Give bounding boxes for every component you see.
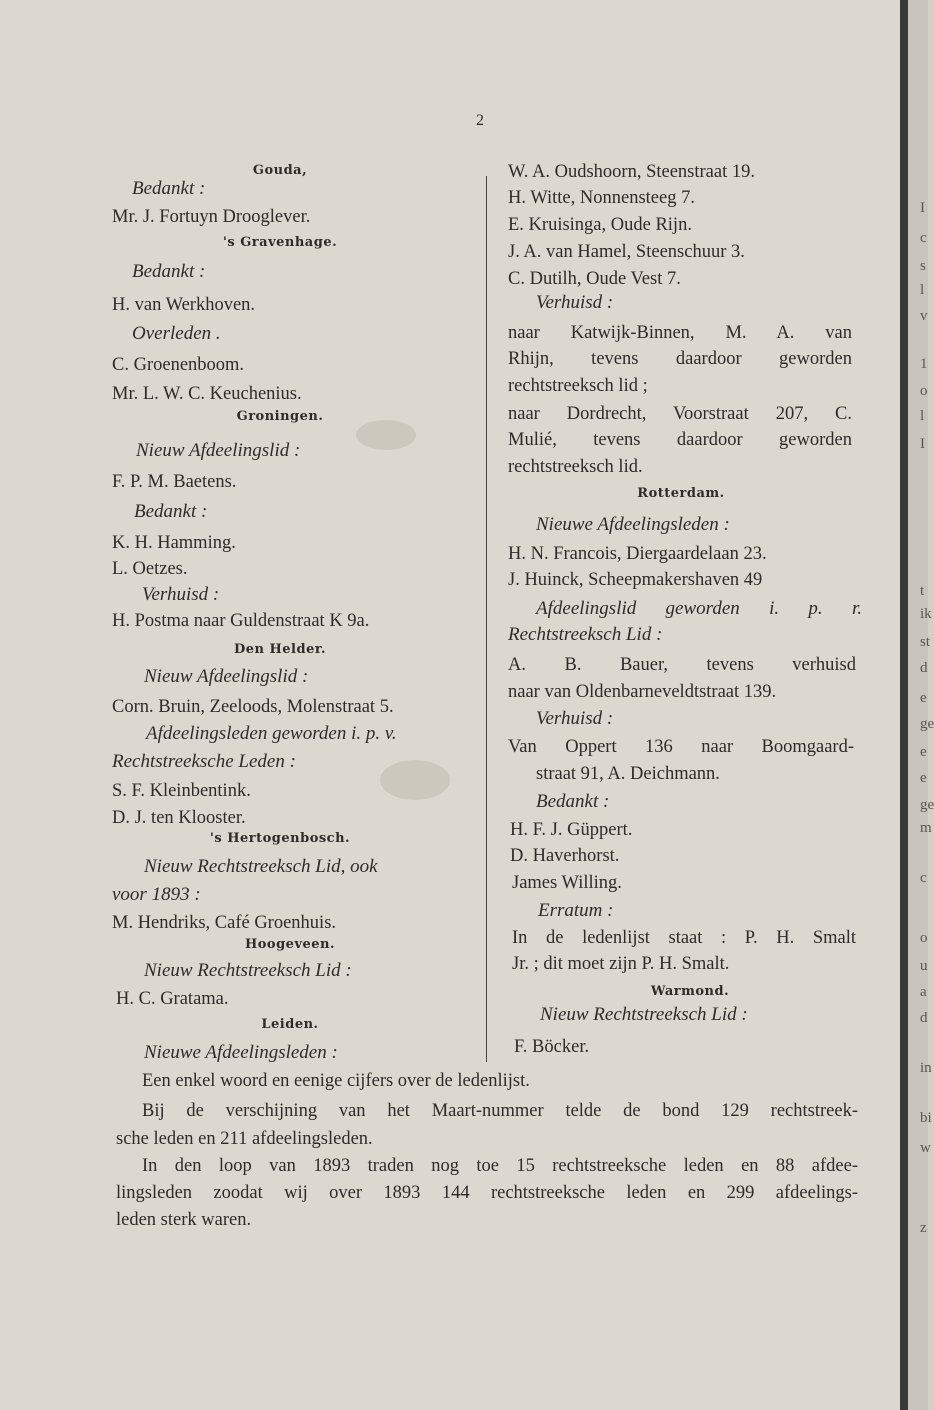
- heading-hoogeveen: Hoogeveen.: [244, 937, 336, 952]
- edge-text-fragment: in: [920, 1060, 932, 1076]
- edge-text-fragment: e: [920, 744, 927, 760]
- edge-text-fragment: st: [920, 634, 931, 650]
- list-item: S. F. Kleinbentink.: [112, 781, 251, 801]
- list-item: D. Haverhorst.: [510, 846, 620, 866]
- edge-text-fragment: t: [920, 583, 925, 599]
- edge-text-fragment: l: [920, 282, 925, 298]
- heading-gravenhage: 's Gravenhage.: [222, 235, 338, 250]
- edge-text-fragment: c: [920, 230, 927, 246]
- label-verhuisd: Verhuisd :: [536, 708, 614, 729]
- heading-hertogenbosch: 's Hertogenbosch.: [209, 831, 351, 846]
- edge-text-fragment: ik: [920, 606, 932, 622]
- list-item: F. P. M. Baetens.: [112, 472, 237, 492]
- list-item: H. Witte, Nonnensteeg 7.: [508, 188, 695, 208]
- edge-text-fragment: z: [920, 1220, 927, 1236]
- paragraph-line: Mulié, tevens daardoor geworden: [508, 430, 852, 450]
- list-item: F. Böcker.: [514, 1037, 590, 1057]
- edge-text-fragment: d: [920, 1010, 928, 1026]
- paper-stain: [380, 760, 450, 800]
- heading-groningen: Groningen.: [236, 409, 324, 424]
- paragraph-line: Van Oppert 136 naar Boomgaard-: [508, 737, 854, 757]
- label-erratum: Erratum :: [538, 900, 614, 921]
- edge-text-fragment: d: [920, 660, 928, 676]
- list-item: H. N. Francois, Diergaardelaan 23.: [508, 544, 767, 564]
- paragraph-line: naar Dordrecht, Voorstraat 207, C.: [508, 404, 852, 424]
- list-item: C. Dutilh, Oude Vest 7.: [508, 269, 681, 289]
- list-item: J. Huinck, Scheepmakershaven 49: [508, 570, 763, 590]
- label-rechtstreeksch-lid: Rechtstreeksch Lid :: [508, 624, 663, 645]
- list-item: J. A. van Hamel, Steenschuur 3.: [508, 242, 745, 262]
- edge-text-fragment: I: [920, 200, 925, 216]
- label-rechtstreeksche-leden: Rechtstreeksche Leden :: [112, 751, 296, 772]
- paragraph-line: lingsleden zoodat wij over 1893 144 rechtstreeksche leden en 299 afdeelings-: [116, 1183, 858, 1203]
- list-item: H. Postma naar Guldenstraat K 9a.: [112, 611, 370, 631]
- edge-text-fragment: u: [920, 958, 928, 974]
- book-gutter: [900, 0, 908, 1410]
- label-nieuwe-afdeelingsleden: Nieuwe Afdeelingsleden :: [536, 514, 730, 535]
- label-bedankt: Bedankt :: [132, 261, 206, 282]
- list-item: Mr. J. Fortuyn Drooglever.: [112, 207, 311, 227]
- heading-den-helder: Den Helder.: [233, 642, 327, 657]
- list-item: Corn. Bruin, Zeeloods, Molenstraat 5.: [112, 697, 394, 717]
- edge-text-fragment: w: [920, 1140, 931, 1156]
- paragraph-line: rechtstreeksch lid ;: [508, 376, 648, 396]
- label-verhuisd: Verhuisd :: [142, 584, 220, 605]
- edge-text-fragment: c: [920, 870, 927, 886]
- edge-text-fragment: I: [920, 436, 925, 452]
- edge-text-fragment: ge: [920, 797, 934, 813]
- list-item: M. Hendriks, Café Groenhuis.: [112, 913, 337, 933]
- label-bedankt: Bedankt :: [536, 791, 610, 812]
- paragraph-line: naar Katwijk-Binnen, M. A. van: [508, 323, 852, 343]
- list-item: L. Oetzes.: [112, 559, 188, 579]
- list-item: H. van Werkhoven.: [112, 295, 256, 315]
- heading-rotterdam: Rotterdam.: [637, 486, 725, 501]
- paragraph-line: Jr. ; dit moet zijn P. H. Smalt.: [512, 954, 730, 974]
- list-item: C. Groenenboom.: [112, 355, 245, 375]
- heading-leiden: Leiden.: [261, 1017, 319, 1032]
- heading-gouda: Gouda,: [252, 163, 308, 178]
- edge-text-fragment: a: [920, 984, 927, 1000]
- label-nieuwe-afdeelingsleden: Nieuwe Afdeelingsleden :: [144, 1042, 338, 1063]
- page-number: 2: [476, 112, 484, 129]
- list-item: K. H. Hamming.: [112, 533, 236, 553]
- paragraph-line: sche leden en 211 afdeelingsleden.: [116, 1129, 373, 1149]
- edge-text-fragment: 1: [920, 356, 928, 372]
- paragraph-line: Rhijn, tevens daardoor geworden: [508, 349, 852, 369]
- label-nieuw-rechtstreeksch-lid: Nieuw Rechtstreeksch Lid :: [540, 1004, 748, 1025]
- paragraph-line: Bij de verschijning van het Maart-nummer telde de bond 129 rechtstreek-: [142, 1101, 858, 1121]
- paragraph-line: In de ledenlijst staat : P. H. Smalt: [512, 928, 856, 948]
- edge-text-fragment: s: [920, 258, 926, 274]
- paragraph-line: Een enkel woord en eenige cijfers over de ledenlijst.: [142, 1071, 530, 1091]
- list-item: H. F. J. Güppert.: [510, 820, 633, 840]
- edge-text-fragment: bi: [920, 1110, 932, 1126]
- label-nieuw-afdeelingslid: Nieuw Afdeelingslid :: [136, 440, 301, 461]
- paragraph-line: In den loop van 1893 traden nog toe 15 rechtstreeksche leden en 88 afdee-: [142, 1156, 858, 1176]
- label-nieuw-rechtstreeksch-lid: Nieuw Rechtstreeksch Lid :: [144, 960, 352, 981]
- list-item: D. J. ten Klooster.: [112, 808, 246, 828]
- label-voor-1893: voor 1893 :: [112, 884, 201, 905]
- list-item: James Willing.: [512, 873, 622, 893]
- edge-text-fragment: o: [920, 930, 928, 946]
- paragraph-line: leden sterk waren.: [116, 1210, 252, 1230]
- label-nieuw-afdeelingslid: Nieuw Afdeelingslid :: [144, 666, 309, 687]
- paragraph-line: straat 91, A. Deichmann.: [536, 764, 720, 784]
- label-verhuisd: Verhuisd :: [536, 292, 614, 313]
- list-item: Mr. L. W. C. Keuchenius.: [112, 384, 302, 404]
- list-item: E. Kruisinga, Oude Rijn.: [508, 215, 692, 235]
- edge-text-fragment: o: [920, 383, 928, 399]
- paragraph-line: A. B. Bauer, tevens verhuisd: [508, 655, 856, 675]
- paper-stain: [356, 420, 416, 450]
- edge-text-fragment: e: [920, 690, 927, 706]
- paragraph-line: rechtstreeksch lid.: [508, 457, 643, 477]
- column-divider: [486, 176, 487, 1062]
- edge-text-fragment: e: [920, 770, 927, 786]
- label-overleden: Overleden .: [132, 323, 221, 344]
- paragraph-line: naar van Oldenbarneveldtstraat 139.: [508, 682, 777, 702]
- label-bedankt: Bedankt :: [132, 178, 206, 199]
- list-item: H. C. Gratama.: [116, 989, 229, 1009]
- edge-text-fragment: l: [920, 408, 925, 424]
- list-item: W. A. Oudshoorn, Steenstraat 19.: [508, 162, 755, 182]
- adjacent-page-edge: [908, 0, 934, 1410]
- label-afdeelingslid-geworden: Afdeelingslid geworden i. p. r.: [536, 598, 862, 619]
- label-afdeelingsleden-geworden: Afdeelingsleden geworden i. p. v.: [146, 723, 397, 744]
- label-nieuw-rechtstreeksch-lid: Nieuw Rechtstreeksch Lid, ook: [144, 856, 378, 877]
- label-bedankt: Bedankt :: [134, 501, 208, 522]
- heading-warmond: Warmond.: [650, 984, 730, 999]
- edge-text-fragment: v: [920, 308, 928, 324]
- edge-text-fragment: m: [920, 820, 932, 836]
- edge-text-fragment: ge: [920, 716, 934, 732]
